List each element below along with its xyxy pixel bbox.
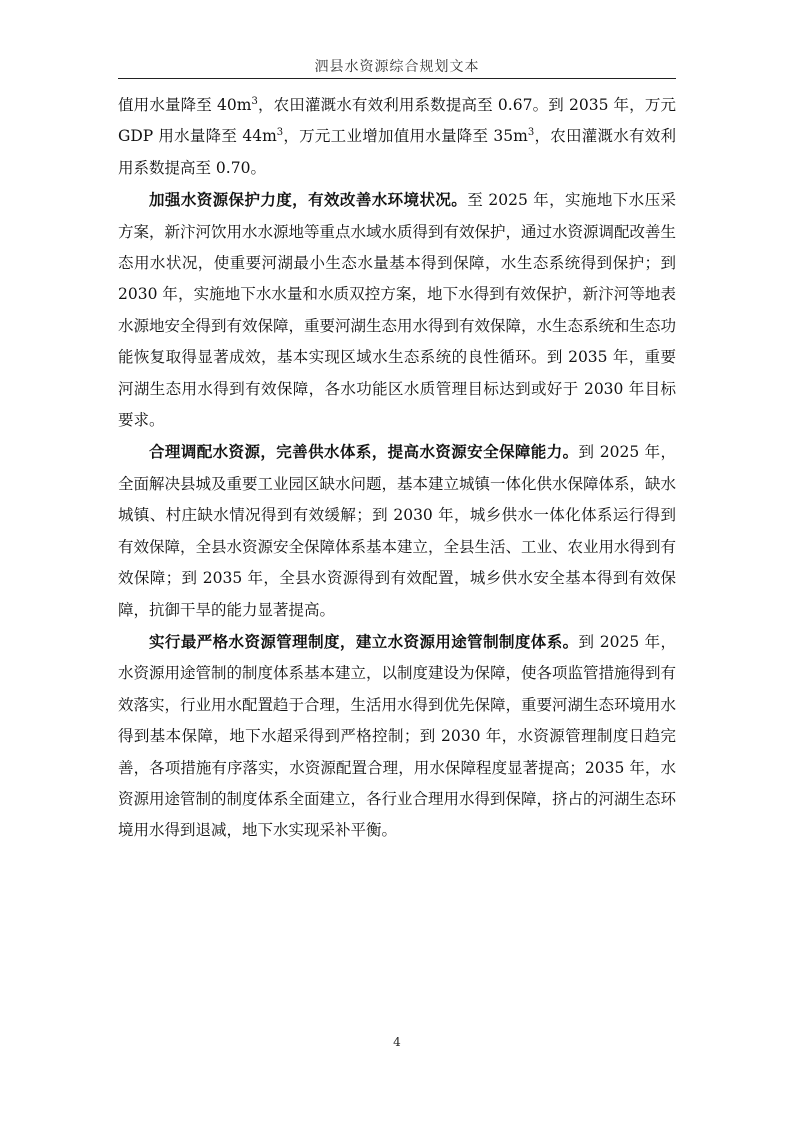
paragraph-text: 到 2025 年，全面解决县城及重要工业园区缺水问题，基本建立城镇一体化供水保障体系，缺水城镇、村庄缺水情况得到有效缓解；到 2030 年，城乡供水一体化体系运行得到有效保障，全县水资源安全保障体系基本建立，全县生活、工业、农业用水得到有效保障；到 2035 年，全县水资源得到有效配置，城乡供水安全基本得到有效保障，抗御干旱的能力显著提高。	[118, 443, 677, 619]
paragraph-heading: 合理调配水资源，完善供水体系，提高水资源安全保障能力。	[149, 442, 579, 462]
header-rule	[118, 78, 676, 79]
paragraph-water-allocation	[118, 436, 676, 625]
text-run: ，农田灌溉水有效利用系数提高至 0.67。到 2035 年，万元GDP 用水量降至 44m	[118, 96, 676, 146]
paragraph-water-protection	[118, 184, 676, 436]
paragraph-heading: 实行最严格水资源管理制度，建立水资源用途管制制度体系。	[149, 631, 579, 651]
text-run: ，万元工业增加值用水量降至 35m	[283, 127, 528, 146]
page-number: 4	[393, 1035, 401, 1049]
paragraph-text: 至 2025 年，实施地下水压采方案，新汴河饮用水水源地等重点水域水质得到有效保护，通过水资源调配改善生态用水状况，使重要河湖最小生态水量基本得到保障，水生态系统得到保护；到 2030 年，实施地下水水量和水质双控方案，地下水得到有效保护，新汴河等地表水源地安全得到有效保障，重要河湖生态用水得到有效保障，水生态系统和生态功能恢复取得显著成效，基本实现区域水生态系统的良性循环。到 2035 年，重要河湖生态用水得到有效保障，各水功能区水质管理目标达到或好于 2030 年目标要求。	[118, 191, 677, 430]
text-run: 值用水量降至 40m	[118, 96, 252, 114]
superscript: 3	[276, 127, 284, 139]
text-run: ，农田灌溉水有效利用系数提高至 0.70。	[118, 127, 676, 177]
paragraph-text: 到 2025 年，水资源用途管制的制度体系基本建立，以制度建设为保障，使各项监管措施得到有效落实，行业用水配置趋于合理，生活用水得到优先保障，重要河湖生态环境用水得到基本保障，地下水超采得到严格控制；到 2030 年，水资源管理制度日趋完善，各项措施有序落实，水资源配置合理，用水保障程度显著提高；2035 年，水资源用途管制的制度体系全面建立，各行业合理用水得到保障，挤占的河湖生态环境用水得到退减，地下水实现采补平衡。	[118, 632, 677, 840]
running-header: 泗县水资源综合规划文本	[314, 59, 480, 75]
paragraph-heading: 加强水资源保护力度，有效改善水环境状况。	[149, 190, 468, 210]
superscript: 3	[527, 127, 535, 139]
paragraph-continuation	[118, 90, 676, 184]
paragraph-water-management	[118, 626, 676, 847]
superscript: 3	[251, 95, 258, 107]
document-body	[118, 90, 676, 847]
